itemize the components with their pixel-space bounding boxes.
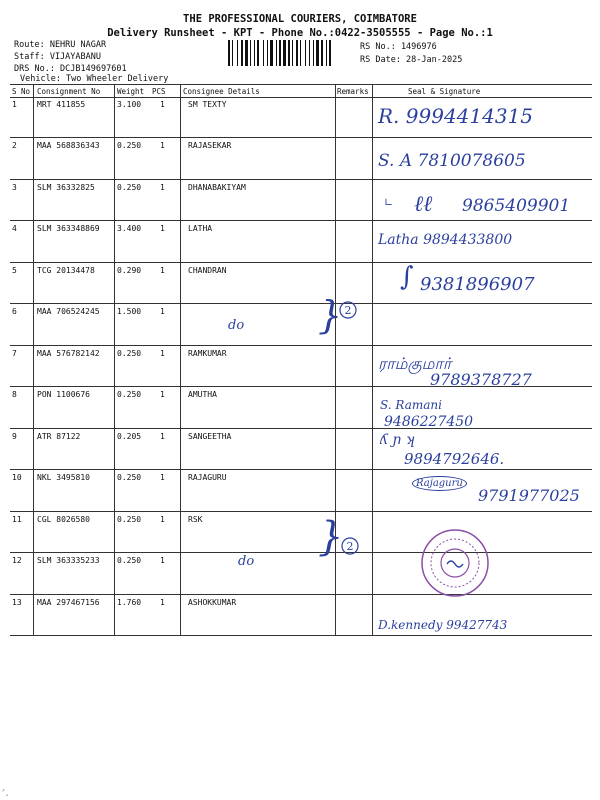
table-rule <box>10 635 592 636</box>
header-seal-signature: Seal & Signature <box>408 87 481 96</box>
vehicle-label: Vehicle: Two Wheeler Delivery <box>20 74 169 84</box>
row-weight: 0.290 <box>117 265 142 275</box>
table-rule <box>10 303 592 304</box>
barcode-bar <box>316 40 319 66</box>
table-rule <box>10 594 592 595</box>
circled-count-row6-text: 2 <box>344 304 352 317</box>
signature-scribble-row5: ∫ <box>400 262 414 292</box>
row-sno: 11 <box>12 514 22 524</box>
barcode-bar <box>245 40 248 66</box>
row-consignment-no: SLM 363335233 <box>37 556 100 566</box>
signature-row13: D.kennedy 99427743 <box>378 618 508 632</box>
company-seal-stamp <box>420 528 490 598</box>
row-consignment-no: ATR 87122 <box>37 431 81 441</box>
row-consignment-no: MAA 297467156 <box>37 597 100 607</box>
rs-date: RS Date: 28-Jan-2025 <box>360 55 463 65</box>
staff-label: Staff: VIJAYABANU <box>14 52 101 62</box>
row-sno: 3 <box>12 182 17 192</box>
row-consignee: RAJAGURU <box>188 473 227 483</box>
table-rule <box>10 552 592 553</box>
row-sno: 9 <box>12 431 17 441</box>
row-consignee: SANGEETHA <box>188 431 232 441</box>
row-weight: 0.250 <box>117 514 142 524</box>
row-weight: 1.500 <box>117 307 142 317</box>
row-weight: 3.100 <box>117 100 142 109</box>
signature-row7-phone: 9789378727 <box>430 370 532 389</box>
table-rule <box>10 469 592 470</box>
circled-count-row12-text: 2 <box>346 540 354 553</box>
row-consignment-no: MAA 576782142 <box>37 348 100 358</box>
route-label: Route: NEHRU NAGAR <box>14 40 107 50</box>
table-rule <box>10 262 592 263</box>
row-pcs: 1 <box>160 348 165 358</box>
barcode-bar <box>237 40 238 66</box>
rs-number: RS No.: 1496976 <box>360 42 437 52</box>
row-sno: 2 <box>12 141 17 151</box>
ditto-mark-row12: do <box>238 554 255 569</box>
row-weight: 0.250 <box>117 556 142 566</box>
barcode-bar <box>329 40 331 66</box>
signature-row10-phone: 9791977025 <box>478 486 580 505</box>
barcode-bar <box>321 40 323 66</box>
row-pcs: 1 <box>160 514 165 524</box>
check-mark: ∟ <box>384 196 394 209</box>
table-rule <box>10 179 592 180</box>
barcode-bar <box>228 40 230 66</box>
row-weight: 0.250 <box>117 141 142 151</box>
table-rule <box>10 511 592 512</box>
header-weight: Weight <box>117 87 145 96</box>
signature-row3: 9865409901 <box>462 196 571 216</box>
barcode-bar <box>279 40 281 66</box>
barcode-bar <box>254 40 255 66</box>
signature-row4: Latha 9894433800 <box>378 232 513 248</box>
row-consignee: RSK <box>188 514 203 524</box>
row-consignee: SM TEXTY <box>188 100 227 109</box>
col-divider <box>33 84 34 636</box>
barcode-bar <box>267 40 268 66</box>
row-pcs: 1 <box>160 182 165 192</box>
barcode-bar <box>232 40 233 66</box>
row-consignee: ASHOKKUMAR <box>188 597 237 607</box>
row-sno: 6 <box>12 307 17 317</box>
barcode-bar <box>296 40 298 66</box>
row-weight: 3.400 <box>117 224 142 234</box>
row-sno: 12 <box>12 556 22 566</box>
barcode-bar <box>270 40 273 66</box>
barcode-bar <box>283 40 286 66</box>
drs-number: DRS No.: DCJB149697601 <box>14 64 127 74</box>
table-rule <box>10 97 592 98</box>
row-consignment-no: SLM 363348869 <box>37 224 100 234</box>
row-weight: 1.760 <box>117 597 142 607</box>
header-remarks: Remarks <box>337 87 369 96</box>
row-pcs: 1 <box>160 100 165 109</box>
row-sno: 8 <box>12 390 17 400</box>
row-weight: 0.250 <box>117 390 142 400</box>
row-weight: 0.250 <box>117 182 142 192</box>
signature-row8-phone: 9486227450 <box>384 414 474 430</box>
barcode <box>228 40 352 66</box>
barcode-bar <box>305 40 306 66</box>
table-rule <box>10 220 592 221</box>
row-consignment-no: MRT 411855 <box>37 100 86 109</box>
bracket-row12: } <box>318 514 344 560</box>
row-pcs: 1 <box>160 224 165 234</box>
row-sno: 1 <box>12 100 17 109</box>
row-weight: 0.250 <box>117 348 142 358</box>
row-pcs: 1 <box>160 597 165 607</box>
company-title: THE PROFESSIONAL COURIERS, COIMBATORE <box>183 13 417 25</box>
barcode-bar <box>309 40 310 66</box>
header-consignee: Consignee Details <box>183 87 260 96</box>
row-consignment-no: PON 1100676 <box>37 390 90 400</box>
row-weight: 0.205 <box>117 431 142 441</box>
runsheet-subtitle: Delivery Runsheet - KPT - Phone No.:0422-3505555 - Page No.:1 <box>107 27 493 39</box>
row-pcs: 1 <box>160 473 165 483</box>
row-sno: 5 <box>12 265 17 275</box>
row-consignment-no: NKL 3495810 <box>37 473 90 483</box>
barcode-bar <box>288 40 290 66</box>
signature-row10-name: Rajaguru <box>412 476 467 491</box>
signature-row7-tamil: ராம்குமார் <box>378 354 452 373</box>
row-pcs: 1 <box>160 390 165 400</box>
circled-count-row12 <box>340 536 360 556</box>
table-rule <box>10 137 592 138</box>
barcode-bar <box>300 40 301 66</box>
row-sno: 13 <box>12 597 22 607</box>
barcode-bar <box>326 40 327 66</box>
scan-mark: ᐟ˳ <box>2 788 10 796</box>
row-sno: 4 <box>12 224 17 234</box>
col-divider <box>372 84 373 636</box>
bracket-row6: } <box>318 293 343 337</box>
barcode-bar <box>276 40 277 66</box>
row-consignee: RAMKUMAR <box>188 348 227 358</box>
header-consignment: Consignment No <box>37 87 101 96</box>
barcode-bar <box>292 40 293 66</box>
row-pcs: 1 <box>160 556 165 566</box>
signature-row8-name: S. Ramani <box>380 398 442 412</box>
row-consignment-no: MAA 706524245 <box>37 307 100 317</box>
col-divider <box>114 84 115 636</box>
row-consignment-no: TCG 20134478 <box>37 265 95 275</box>
row-pcs: 1 <box>160 307 165 317</box>
barcode-bar <box>313 40 314 66</box>
header-pcs: PCS <box>152 87 166 96</box>
row-consignment-no: MAA 568836343 <box>37 141 100 151</box>
header-sno: S No <box>12 87 31 96</box>
row-weight: 0.250 <box>117 473 142 483</box>
row-sno: 10 <box>12 473 22 483</box>
ditto-mark-row6: do <box>228 318 245 333</box>
row-consignee: CHANDRAN <box>188 265 227 275</box>
row-consignment-no: CGL 8026580 <box>37 514 90 524</box>
barcode-bar <box>257 40 259 66</box>
barcode-bar <box>241 40 243 66</box>
row-consignment-no: SLM 36332825 <box>37 182 95 192</box>
signature-row1: R. 9994414315 <box>378 104 534 128</box>
row-consignee: DHANABAKIYAM <box>188 182 246 192</box>
table-rule <box>10 345 592 346</box>
row-sno: 7 <box>12 348 17 358</box>
table-rule <box>10 84 592 85</box>
circled-count-row6 <box>338 300 358 320</box>
col-divider <box>180 84 181 636</box>
barcode-bar <box>250 40 251 66</box>
signature-scribble-row9: ʎ ɲ ʞ <box>380 432 415 448</box>
signature-row5: 9381896907 <box>420 274 535 295</box>
table-rule <box>10 428 592 429</box>
row-consignee: RAJASEKAR <box>188 141 232 151</box>
row-consignee: AMUTHA <box>188 390 217 400</box>
row-pcs: 1 <box>160 265 165 275</box>
signature-row2: S. A 7810078605 <box>378 151 526 171</box>
barcode-bar <box>263 40 264 66</box>
signature-initials-row3: ℓℓ <box>414 192 433 217</box>
row-pcs: 1 <box>160 141 165 151</box>
row-pcs: 1 <box>160 431 165 441</box>
signature-row9: 9894792646. <box>404 450 505 468</box>
row-consignee: LATHA <box>188 224 213 234</box>
